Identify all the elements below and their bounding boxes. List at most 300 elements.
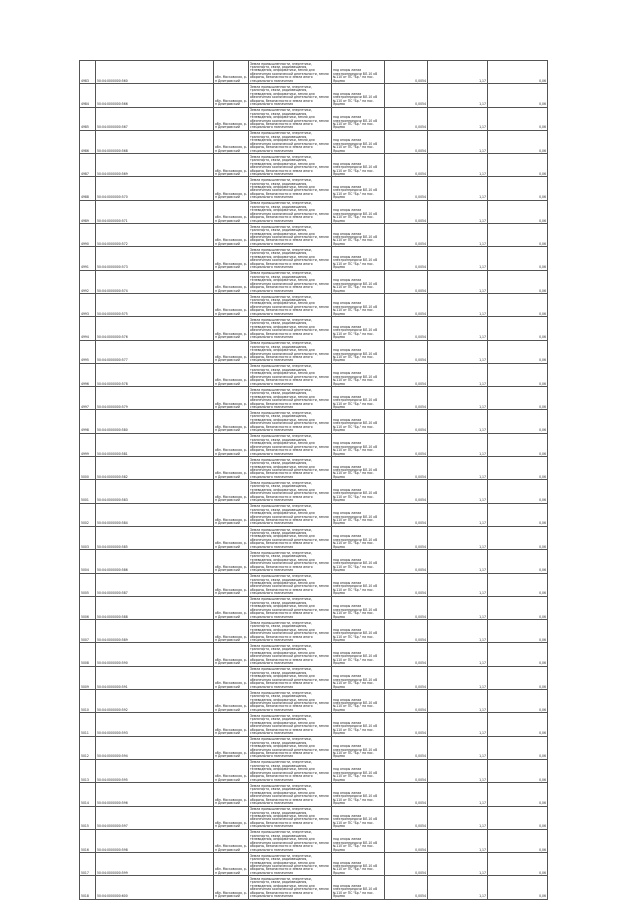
area-cell: 0,0054 xyxy=(385,573,428,596)
row-number-cell: 4986 xyxy=(80,130,96,153)
cadastral-number-cell: 50:04:0000000:586 xyxy=(96,550,214,573)
address-cell: обл. Московская, р-н Дмитровский xyxy=(214,666,249,689)
cadastral-number-cell: 50:04:0000000:578 xyxy=(96,363,214,386)
permitted-use-cell: под опоры линии электропередачи ВЛ-10 кВ №110 от ПС "Бр." на пос. Ярцево xyxy=(332,410,385,433)
table-row xyxy=(80,200,548,223)
row-number-cell: 4987 xyxy=(80,154,96,177)
land-category-cell: Земли промышленности, энергетики, транспорта, связи, радиовещания, телевидения, информатики, земли для обеспечения космической деятельности, земли обороны, безопасности и земли иного специального назначения xyxy=(249,643,332,666)
land-category-cell: Земли промышленности, энергетики, транспорта, связи, радиовещания, телевидения, информатики, земли для обеспечения космической деятельности, земли обороны, безопасности и земли иного специального назначения xyxy=(249,154,332,177)
land-category-cell: Земли промышленности, энергетики, транспорта, связи, радиовещания, телевидения, информатики, земли для обеспечения космической деятельности, земли обороны, безопасности и земли иного специального назначения xyxy=(249,130,332,153)
table-row xyxy=(80,154,548,177)
land-category-cell: Земли промышленности, энергетики, транспорта, связи, радиовещания, телевидения, информатики, земли для обеспечения космической деятельности, земли обороны, безопасности и земли иного специального назначения xyxy=(249,666,332,689)
rate-cell: 1,17 xyxy=(428,340,488,363)
table-row xyxy=(80,596,548,619)
land-category-cell: Земли промышленности, энергетики, транспорта, связи, радиовещания, телевидения, информатики, земли для обеспечения космической деятельности, земли обороны, безопасности и земли иного специального назначения xyxy=(249,853,332,876)
tax-cell: 0,06 xyxy=(488,177,548,200)
land-category-cell: Земли промышленности, энергетики, транспорта, связи, радиовещания, телевидения, информатики, земли для обеспечения космической деятельности, земли обороны, безопасности и земли иного специального назначения xyxy=(249,317,332,340)
land-category-cell: Земли промышленности, энергетики, транспорта, связи, радиовещания, телевидения, информатики, земли для обеспечения космической деятельности, земли обороны, безопасности и земли иного специального назначения xyxy=(249,526,332,549)
area-cell: 0,0054 xyxy=(385,410,428,433)
tax-cell: 0,06 xyxy=(488,410,548,433)
area-cell: 0,0054 xyxy=(385,457,428,480)
area-cell: 0,0054 xyxy=(385,550,428,573)
area-cell: 0,0054 xyxy=(385,736,428,759)
area-cell: 0,0054 xyxy=(385,643,428,666)
table-row xyxy=(80,107,548,130)
row-number-cell: 5014 xyxy=(80,783,96,806)
cadastral-number-cell: 50:04:0000000:598 xyxy=(96,829,214,852)
table-row xyxy=(80,526,548,549)
tax-cell: 0,06 xyxy=(488,293,548,316)
row-number-cell: 4983 xyxy=(80,61,96,84)
area-cell: 0,0054 xyxy=(385,853,428,876)
tax-cell: 0,06 xyxy=(488,154,548,177)
permitted-use-cell: под опоры линии электропередачи ВЛ-10 кВ №110 от ПС "Бр." на пос. Ярцево xyxy=(332,713,385,736)
row-number-cell: 5012 xyxy=(80,736,96,759)
permitted-use-cell: под опоры линии электропередачи ВЛ-10 кВ №110 от ПС "Бр." на пос. Ярцево xyxy=(332,480,385,503)
tax-cell: 0,06 xyxy=(488,433,548,456)
rate-cell: 1,17 xyxy=(428,736,488,759)
land-category-cell: Земли промышленности, энергетики, транспорта, связи, радиовещания, телевидения, информатики, земли для обеспечения космической деятельности, земли обороны, безопасности и земли иного специального назначения xyxy=(249,596,332,619)
area-cell: 0,0054 xyxy=(385,387,428,410)
rate-cell: 1,17 xyxy=(428,61,488,84)
address-cell: обл. Московская, р-н Дмитровский xyxy=(214,177,249,200)
address-cell: обл. Московская, р-н Дмитровский xyxy=(214,200,249,223)
land-category-cell: Земли промышленности, энергетики, транспорта, связи, радиовещания, телевидения, информатики, земли для обеспечения космической деятельности, земли обороны, безопасности и земли иного специального назначения xyxy=(249,713,332,736)
permitted-use-cell: под опоры линии электропередачи ВЛ-10 кВ №110 от ПС "Бр." на пос. Ярцево xyxy=(332,61,385,84)
cadastral-number-cell: 50:04:0000000:585 xyxy=(96,526,214,549)
permitted-use-cell: под опоры линии электропередачи ВЛ-10 кВ №110 от ПС "Бр." на пос. Ярцево xyxy=(332,177,385,200)
table-row xyxy=(80,61,548,84)
address-cell: обл. Московская, р-н Дмитровский xyxy=(214,130,249,153)
tax-cell: 0,06 xyxy=(488,620,548,643)
table-row xyxy=(80,433,548,456)
permitted-use-cell: под опоры линии электропередачи ВЛ-10 кВ №110 от ПС "Бр." на пос. Ярцево xyxy=(332,783,385,806)
row-number-cell: 5006 xyxy=(80,596,96,619)
land-category-cell: Земли промышленности, энергетики, транспорта, связи, радиовещания, телевидения, информатики, земли для обеспечения космической деятельности, земли обороны, безопасности и земли иного специального назначения xyxy=(249,620,332,643)
rate-cell: 1,17 xyxy=(428,247,488,270)
address-cell: обл. Московская, р-н Дмитровский xyxy=(214,806,249,829)
area-cell: 0,0054 xyxy=(385,340,428,363)
cadastral-number-cell: 50:04:0000000:584 xyxy=(96,503,214,526)
table-row xyxy=(80,177,548,200)
cadastral-number-cell: 50:04:0000000:568 xyxy=(96,130,214,153)
row-number-cell: 4997 xyxy=(80,387,96,410)
rate-cell: 1,17 xyxy=(428,666,488,689)
rate-cell: 1,17 xyxy=(428,480,488,503)
land-category-cell: Земли промышленности, энергетики, транспорта, связи, радиовещания, телевидения, информатики, земли для обеспечения космической деятельности, земли обороны, безопасности и земли иного специального назначения xyxy=(249,387,332,410)
row-number-cell: 5018 xyxy=(80,876,96,899)
tax-cell: 0,06 xyxy=(488,573,548,596)
area-cell: 0,0054 xyxy=(385,363,428,386)
rate-cell: 1,17 xyxy=(428,224,488,247)
tax-cell: 0,06 xyxy=(488,247,548,270)
row-number-cell: 5002 xyxy=(80,503,96,526)
rate-cell: 1,17 xyxy=(428,363,488,386)
land-category-cell: Земли промышленности, энергетики, транспорта, связи, радиовещания, телевидения, информатики, земли для обеспечения космической деятельности, земли обороны, безопасности и земли иного специального назначения xyxy=(249,270,332,293)
tax-cell: 0,06 xyxy=(488,200,548,223)
row-number-cell: 4998 xyxy=(80,410,96,433)
permitted-use-cell: под опоры линии электропередачи ВЛ-10 кВ №110 от ПС "Бр." на пос. Ярцево xyxy=(332,759,385,782)
tax-table xyxy=(79,60,548,900)
area-cell: 0,0054 xyxy=(385,480,428,503)
table-row xyxy=(80,340,548,363)
row-number-cell: 4996 xyxy=(80,363,96,386)
table-row xyxy=(80,690,548,713)
table-row xyxy=(80,666,548,689)
rate-cell: 1,17 xyxy=(428,177,488,200)
rate-cell: 1,17 xyxy=(428,200,488,223)
cadastral-number-cell: 50:04:0000000:573 xyxy=(96,247,214,270)
address-cell: обл. Московская, р-н Дмитровский xyxy=(214,317,249,340)
permitted-use-cell: под опоры линии электропередачи ВЛ-10 кВ №110 от ПС "Бр." на пос. Ярцево xyxy=(332,340,385,363)
table-row xyxy=(80,853,548,876)
area-cell: 0,0054 xyxy=(385,806,428,829)
area-cell: 0,0054 xyxy=(385,503,428,526)
tax-cell: 0,06 xyxy=(488,550,548,573)
table-row xyxy=(80,410,548,433)
land-category-cell: Земли промышленности, энергетики, транспорта, связи, радиовещания, телевидения, информатики, земли для обеспечения космической деятельности, земли обороны, безопасности и земли иного специального назначения xyxy=(249,876,332,899)
table-row xyxy=(80,480,548,503)
address-cell: обл. Московская, р-н Дмитровский xyxy=(214,783,249,806)
land-category-cell: Земли промышленности, энергетики, транспорта, связи, радиовещания, телевидения, информатики, земли для обеспечения космической деятельности, земли обороны, безопасности и земли иного специального назначения xyxy=(249,573,332,596)
permitted-use-cell: под опоры линии электропередачи ВЛ-10 кВ №110 от ПС "Бр." на пос. Ярцево xyxy=(332,293,385,316)
rate-cell: 1,17 xyxy=(428,503,488,526)
rate-cell: 1,17 xyxy=(428,130,488,153)
address-cell: обл. Московская, р-н Дмитровский xyxy=(214,270,249,293)
area-cell: 0,0054 xyxy=(385,200,428,223)
permitted-use-cell: под опоры линии электропередачи ВЛ-10 кВ №110 от ПС "Бр." на пос. Ярцево xyxy=(332,270,385,293)
permitted-use-cell: под опоры линии электропередачи ВЛ-10 кВ №110 от ПС "Бр." на пос. Ярцево xyxy=(332,690,385,713)
address-cell: обл. Московская, р-н Дмитровский xyxy=(214,736,249,759)
permitted-use-cell: под опоры линии электропередачи ВЛ-10 кВ №110 от ПС "Бр." на пос. Ярцево xyxy=(332,433,385,456)
address-cell: обл. Московская, р-н Дмитровский xyxy=(214,573,249,596)
land-category-cell: Земли промышленности, энергетики, транспорта, связи, радиовещания, телевидения, информатики, земли для обеспечения космической деятельности, земли обороны, безопасности и земли иного специального назначения xyxy=(249,200,332,223)
cadastral-number-cell: 50:04:0000000:592 xyxy=(96,690,214,713)
row-number-cell: 5016 xyxy=(80,829,96,852)
tax-cell: 0,06 xyxy=(488,387,548,410)
area-cell: 0,0054 xyxy=(385,596,428,619)
land-category-cell: Земли промышленности, энергетики, транспорта, связи, радиовещания, телевидения, информатики, земли для обеспечения космической деятельности, земли обороны, безопасности и земли иного специального назначения xyxy=(249,177,332,200)
rate-cell: 1,17 xyxy=(428,620,488,643)
address-cell: обл. Московская, р-н Дмитровский xyxy=(214,387,249,410)
rate-cell: 1,17 xyxy=(428,806,488,829)
permitted-use-cell: под опоры линии электропередачи ВЛ-10 кВ №110 от ПС "Бр." на пос. Ярцево xyxy=(332,526,385,549)
table-row xyxy=(80,224,548,247)
land-category-cell: Земли промышленности, энергетики, транспорта, связи, радиовещания, телевидения, информатики, земли для обеспечения космической деятельности, земли обороны, безопасности и земли иного специального назначения xyxy=(249,759,332,782)
tax-cell: 0,06 xyxy=(488,480,548,503)
land-category-cell: Земли промышленности, энергетики, транспорта, связи, радиовещания, телевидения, информатики, земли для обеспечения космической деятельности, земли обороны, безопасности и земли иного специального назначения xyxy=(249,293,332,316)
cadastral-number-cell: 50:04:0000000:575 xyxy=(96,293,214,316)
rate-cell: 1,17 xyxy=(428,154,488,177)
table-row xyxy=(80,317,548,340)
address-cell: обл. Московская, р-н Дмитровский xyxy=(214,713,249,736)
rate-cell: 1,17 xyxy=(428,457,488,480)
area-cell: 0,0054 xyxy=(385,783,428,806)
land-category-cell: Земли промышленности, энергетики, транспорта, связи, радиовещания, телевидения, информатики, земли для обеспечения космической деятельности, земли обороны, безопасности и земли иного специального назначения xyxy=(249,107,332,130)
row-number-cell: 5015 xyxy=(80,806,96,829)
permitted-use-cell: под опоры линии электропередачи ВЛ-10 кВ №110 от ПС "Бр." на пос. Ярцево xyxy=(332,154,385,177)
row-number-cell: 4992 xyxy=(80,270,96,293)
land-category-cell: Земли промышленности, энергетики, транспорта, связи, радиовещания, телевидения, информатики, земли для обеспечения космической деятельности, земли обороны, безопасности и земли иного специального назначения xyxy=(249,61,332,84)
address-cell: обл. Московская, р-н Дмитровский xyxy=(214,829,249,852)
rate-cell: 1,17 xyxy=(428,550,488,573)
land-category-cell: Земли промышленности, энергетики, транспорта, связи, радиовещания, телевидения, информатики, земли для обеспечения космической деятельности, земли обороны, безопасности и земли иного специального назначения xyxy=(249,247,332,270)
tax-cell: 0,06 xyxy=(488,457,548,480)
area-cell: 0,0054 xyxy=(385,713,428,736)
area-cell: 0,0054 xyxy=(385,876,428,899)
tax-cell: 0,06 xyxy=(488,84,548,107)
permitted-use-cell: под опоры линии электропередачи ВЛ-10 кВ №110 от ПС "Бр." на пос. Ярцево xyxy=(332,643,385,666)
table-row xyxy=(80,247,548,270)
table-row xyxy=(80,620,548,643)
permitted-use-cell: под опоры линии электропередачи ВЛ-10 кВ №110 от ПС "Бр." на пос. Ярцево xyxy=(332,596,385,619)
rate-cell: 1,17 xyxy=(428,596,488,619)
area-cell: 0,0054 xyxy=(385,293,428,316)
permitted-use-cell: под опоры линии электропередачи ВЛ-10 кВ №110 от ПС "Бр." на пос. Ярцево xyxy=(332,736,385,759)
cadastral-number-cell: 50:04:0000000:574 xyxy=(96,270,214,293)
row-number-cell: 4999 xyxy=(80,433,96,456)
land-category-cell: Земли промышленности, энергетики, транспорта, связи, радиовещания, телевидения, информатики, земли для обеспечения космической деятельности, земли обороны, безопасности и земли иного специального назначения xyxy=(249,690,332,713)
cadastral-number-cell: 50:04:0000000:570 xyxy=(96,177,214,200)
rate-cell: 1,17 xyxy=(428,293,488,316)
cadastral-number-cell: 50:04:0000000:583 xyxy=(96,480,214,503)
address-cell: обл. Московская, р-н Дмитровский xyxy=(214,643,249,666)
address-cell: обл. Московская, р-н Дмитровский xyxy=(214,526,249,549)
tax-cell: 0,06 xyxy=(488,643,548,666)
tax-cell: 0,06 xyxy=(488,596,548,619)
row-number-cell: 4991 xyxy=(80,247,96,270)
row-number-cell: 4989 xyxy=(80,200,96,223)
address-cell: обл. Московская, р-н Дмитровский xyxy=(214,759,249,782)
tax-cell: 0,06 xyxy=(488,526,548,549)
rate-cell: 1,17 xyxy=(428,690,488,713)
row-number-cell: 4993 xyxy=(80,293,96,316)
land-category-cell: Земли промышленности, энергетики, транспорта, связи, радиовещания, телевидения, информатики, земли для обеспечения космической деятельности, земли обороны, безопасности и земли иного специального назначения xyxy=(249,340,332,363)
cadastral-number-cell: 50:04:0000000:593 xyxy=(96,713,214,736)
row-number-cell: 5007 xyxy=(80,620,96,643)
cadastral-number-cell: 50:04:0000000:595 xyxy=(96,759,214,782)
land-category-cell: Земли промышленности, энергетики, транспорта, связи, радиовещания, телевидения, информатики, земли для обеспечения космической деятельности, земли обороны, безопасности и земли иного специального назначения xyxy=(249,224,332,247)
row-number-cell: 5010 xyxy=(80,690,96,713)
table-row xyxy=(80,806,548,829)
permitted-use-cell: под опоры линии электропередачи ВЛ-10 кВ №110 от ПС "Бр." на пос. Ярцево xyxy=(332,503,385,526)
table-row xyxy=(80,503,548,526)
permitted-use-cell: под опоры линии электропередачи ВЛ-10 кВ №110 от ПС "Бр." на пос. Ярцево xyxy=(332,876,385,899)
table-body xyxy=(80,61,548,900)
permitted-use-cell: под опоры линии электропередачи ВЛ-10 кВ №110 от ПС "Бр." на пос. Ярцево xyxy=(332,200,385,223)
area-cell: 0,0054 xyxy=(385,84,428,107)
address-cell: обл. Московская, р-н Дмитровский xyxy=(214,596,249,619)
area-cell: 0,0054 xyxy=(385,107,428,130)
rate-cell: 1,17 xyxy=(428,526,488,549)
address-cell: обл. Московская, р-н Дмитровский xyxy=(214,247,249,270)
address-cell: обл. Московская, р-н Дмитровский xyxy=(214,224,249,247)
rate-cell: 1,17 xyxy=(428,433,488,456)
tax-cell: 0,06 xyxy=(488,806,548,829)
area-cell: 0,0054 xyxy=(385,177,428,200)
rate-cell: 1,17 xyxy=(428,853,488,876)
address-cell: обл. Московская, р-н Дмитровский xyxy=(214,154,249,177)
cadastral-number-cell: 50:04:0000000:589 xyxy=(96,620,214,643)
row-number-cell: 5003 xyxy=(80,526,96,549)
address-cell: обл. Московская, р-н Дмитровский xyxy=(214,61,249,84)
cadastral-number-cell: 50:04:0000000:591 xyxy=(96,666,214,689)
tax-cell: 0,06 xyxy=(488,317,548,340)
address-cell: обл. Московская, р-н Дмитровский xyxy=(214,107,249,130)
cadastral-number-cell: 50:04:0000000:582 xyxy=(96,457,214,480)
cadastral-number-cell: 50:04:0000000:566 xyxy=(96,84,214,107)
tax-cell: 0,06 xyxy=(488,783,548,806)
tax-cell: 0,06 xyxy=(488,853,548,876)
permitted-use-cell: под опоры линии электропередачи ВЛ-10 кВ №110 от ПС "Бр." на пос. Ярцево xyxy=(332,853,385,876)
permitted-use-cell: под опоры линии электропередачи ВЛ-10 кВ №110 от ПС "Бр." на пос. Ярцево xyxy=(332,550,385,573)
address-cell: обл. Московская, р-н Дмитровский xyxy=(214,433,249,456)
table-row xyxy=(80,387,548,410)
permitted-use-cell: под опоры линии электропередачи ВЛ-10 кВ №110 от ПС "Бр." на пос. Ярцево xyxy=(332,84,385,107)
rate-cell: 1,17 xyxy=(428,643,488,666)
land-category-cell: Земли промышленности, энергетики, транспорта, связи, радиовещания, телевидения, информатики, земли для обеспечения космической деятельности, земли обороны, безопасности и земли иного специального назначения xyxy=(249,829,332,852)
permitted-use-cell: под опоры линии электропередачи ВЛ-10 кВ №110 от ПС "Бр." на пос. Ярцево xyxy=(332,363,385,386)
address-cell: обл. Московская, р-н Дмитровский xyxy=(214,363,249,386)
table-row xyxy=(80,736,548,759)
permitted-use-cell: под опоры линии электропередачи ВЛ-10 кВ №110 от ПС "Бр." на пос. Ярцево xyxy=(332,224,385,247)
rate-cell: 1,17 xyxy=(428,829,488,852)
table-row xyxy=(80,829,548,852)
land-category-cell: Земли промышленности, энергетики, транспорта, связи, радиовещания, телевидения, информатики, земли для обеспечения космической деятельности, земли обороны, безопасности и земли иного специального назначения xyxy=(249,503,332,526)
row-number-cell: 4995 xyxy=(80,340,96,363)
cadastral-number-cell: 50:04:0000000:579 xyxy=(96,387,214,410)
cadastral-number-cell: 50:04:0000000:587 xyxy=(96,573,214,596)
rate-cell: 1,17 xyxy=(428,107,488,130)
land-category-cell: Земли промышленности, энергетики, транспорта, связи, радиовещания, телевидения, информатики, земли для обеспечения космической деятельности, земли обороны, безопасности и земли иного специального назначения xyxy=(249,410,332,433)
table-row xyxy=(80,759,548,782)
permitted-use-cell: под опоры линии электропередачи ВЛ-10 кВ №110 от ПС "Бр." на пос. Ярцево xyxy=(332,107,385,130)
address-cell: обл. Московская, р-н Дмитровский xyxy=(214,620,249,643)
tax-cell: 0,06 xyxy=(488,107,548,130)
address-cell: обл. Московская, р-н Дмитровский xyxy=(214,503,249,526)
row-number-cell: 5001 xyxy=(80,480,96,503)
cadastral-number-cell: 50:04:0000000:596 xyxy=(96,783,214,806)
table-row xyxy=(80,293,548,316)
tax-cell: 0,06 xyxy=(488,340,548,363)
address-cell: обл. Московская, р-н Дмитровский xyxy=(214,293,249,316)
tax-cell: 0,06 xyxy=(488,690,548,713)
address-cell: обл. Московская, р-н Дмитровский xyxy=(214,480,249,503)
cadastral-number-cell: 50:04:0000000:600 xyxy=(96,876,214,899)
row-number-cell: 4990 xyxy=(80,224,96,247)
land-category-cell: Земли промышленности, энергетики, транспорта, связи, радиовещания, телевидения, информатики, земли для обеспечения космической деятельности, земли обороны, безопасности и земли иного специального назначения xyxy=(249,480,332,503)
cadastral-number-cell: 50:04:0000000:572 xyxy=(96,224,214,247)
rate-cell: 1,17 xyxy=(428,759,488,782)
land-category-cell: Земли промышленности, энергетики, транспорта, связи, радиовещания, телевидения, информатики, земли для обеспечения космической деятельности, земли обороны, безопасности и земли иного специального назначения xyxy=(249,457,332,480)
table-row xyxy=(80,643,548,666)
address-cell: обл. Московская, р-н Дмитровский xyxy=(214,340,249,363)
tax-cell: 0,06 xyxy=(488,736,548,759)
rate-cell: 1,17 xyxy=(428,84,488,107)
cadastral-number-cell: 50:04:0000000:597 xyxy=(96,806,214,829)
area-cell: 0,0054 xyxy=(385,270,428,293)
address-cell: обл. Московская, р-н Дмитровский xyxy=(214,853,249,876)
address-cell: обл. Московская, р-н Дмитровский xyxy=(214,550,249,573)
area-cell: 0,0054 xyxy=(385,690,428,713)
row-number-cell: 5008 xyxy=(80,643,96,666)
rate-cell: 1,17 xyxy=(428,573,488,596)
row-number-cell: 5017 xyxy=(80,853,96,876)
tax-cell: 0,06 xyxy=(488,666,548,689)
row-number-cell: 5004 xyxy=(80,550,96,573)
permitted-use-cell: под опоры линии электропередачи ВЛ-10 кВ №110 от ПС "Бр." на пос. Ярцево xyxy=(332,829,385,852)
permitted-use-cell: под опоры линии электропередачи ВЛ-10 кВ №110 от ПС "Бр." на пос. Ярцево xyxy=(332,317,385,340)
row-number-cell: 4988 xyxy=(80,177,96,200)
row-number-cell: 5009 xyxy=(80,666,96,689)
tax-cell: 0,06 xyxy=(488,876,548,899)
cadastral-number-cell: 50:04:0000000:581 xyxy=(96,433,214,456)
permitted-use-cell: под опоры линии электропередачи ВЛ-10 кВ №110 от ПС "Бр." на пос. Ярцево xyxy=(332,573,385,596)
tax-cell: 0,06 xyxy=(488,270,548,293)
row-number-cell: 5005 xyxy=(80,573,96,596)
permitted-use-cell: под опоры линии электропередачи ВЛ-10 кВ №110 от ПС "Бр." на пос. Ярцево xyxy=(332,806,385,829)
table-row xyxy=(80,713,548,736)
cadastral-number-cell: 50:04:0000000:590 xyxy=(96,643,214,666)
row-number-cell: 4984 xyxy=(80,84,96,107)
rate-cell: 1,17 xyxy=(428,270,488,293)
cadastral-number-cell: 50:04:0000000:580 xyxy=(96,410,214,433)
land-category-cell: Земли промышленности, энергетики, транспорта, связи, радиовещания, телевидения, информатики, земли для обеспечения космической деятельности, земли обороны, безопасности и земли иного специального назначения xyxy=(249,736,332,759)
area-cell: 0,0054 xyxy=(385,526,428,549)
area-cell: 0,0054 xyxy=(385,433,428,456)
area-cell: 0,0054 xyxy=(385,666,428,689)
row-number-cell: 5013 xyxy=(80,759,96,782)
cadastral-number-cell: 50:04:0000000:599 xyxy=(96,853,214,876)
tax-cell: 0,06 xyxy=(488,224,548,247)
area-cell: 0,0054 xyxy=(385,317,428,340)
table-row xyxy=(80,130,548,153)
rate-cell: 1,17 xyxy=(428,783,488,806)
area-cell: 0,0054 xyxy=(385,247,428,270)
address-cell: обл. Московская, р-н Дмитровский xyxy=(214,457,249,480)
land-category-cell: Земли промышленности, энергетики, транспорта, связи, радиовещания, телевидения, информатики, земли для обеспечения космической деятельности, земли обороны, безопасности и земли иного специального назначения xyxy=(249,806,332,829)
rate-cell: 1,17 xyxy=(428,410,488,433)
land-category-cell: Земли промышленности, энергетики, транспорта, связи, радиовещания, телевидения, информатики, земли для обеспечения космической деятельности, земли обороны, безопасности и земли иного специального назначения xyxy=(249,783,332,806)
area-cell: 0,0054 xyxy=(385,61,428,84)
table-row xyxy=(80,783,548,806)
permitted-use-cell: под опоры линии электропередачи ВЛ-10 кВ №110 от ПС "Бр." на пос. Ярцево xyxy=(332,247,385,270)
cadastral-number-cell: 50:04:0000000:576 xyxy=(96,317,214,340)
address-cell: обл. Московская, р-н Дмитровский xyxy=(214,410,249,433)
area-cell: 0,0054 xyxy=(385,130,428,153)
tax-cell: 0,06 xyxy=(488,130,548,153)
rate-cell: 1,17 xyxy=(428,317,488,340)
rate-cell: 1,17 xyxy=(428,876,488,899)
cadastral-number-cell: 50:04:0000000:577 xyxy=(96,340,214,363)
address-cell: обл. Московская, р-н Дмитровский xyxy=(214,690,249,713)
row-number-cell: 5000 xyxy=(80,457,96,480)
tax-cell: 0,06 xyxy=(488,759,548,782)
table-row xyxy=(80,363,548,386)
cadastral-number-cell: 50:04:0000000:571 xyxy=(96,200,214,223)
land-category-cell: Земли промышленности, энергетики, транспорта, связи, радиовещания, телевидения, информатики, земли для обеспечения космической деятельности, земли обороны, безопасности и земли иного специального назначения xyxy=(249,550,332,573)
tax-cell: 0,06 xyxy=(488,61,548,84)
land-category-cell: Земли промышленности, энергетики, транспорта, связи, радиовещания, телевидения, информатики, земли для обеспечения космической деятельности, земли обороны, безопасности и земли иного специального назначения xyxy=(249,363,332,386)
row-number-cell: 4994 xyxy=(80,317,96,340)
land-category-cell: Земли промышленности, энергетики, транспорта, связи, радиовещания, телевидения, информатики, земли для обеспечения космической деятельности, земли обороны, безопасности и земли иного специального назначения xyxy=(249,433,332,456)
area-cell: 0,0054 xyxy=(385,154,428,177)
permitted-use-cell: под опоры линии электропередачи ВЛ-10 кВ №110 от ПС "Бр." на пос. Ярцево xyxy=(332,457,385,480)
area-cell: 0,0054 xyxy=(385,759,428,782)
cadastral-number-cell: 50:04:0000000:588 xyxy=(96,596,214,619)
table-row xyxy=(80,876,548,899)
cadastral-number-cell: 50:04:0000000:567 xyxy=(96,107,214,130)
